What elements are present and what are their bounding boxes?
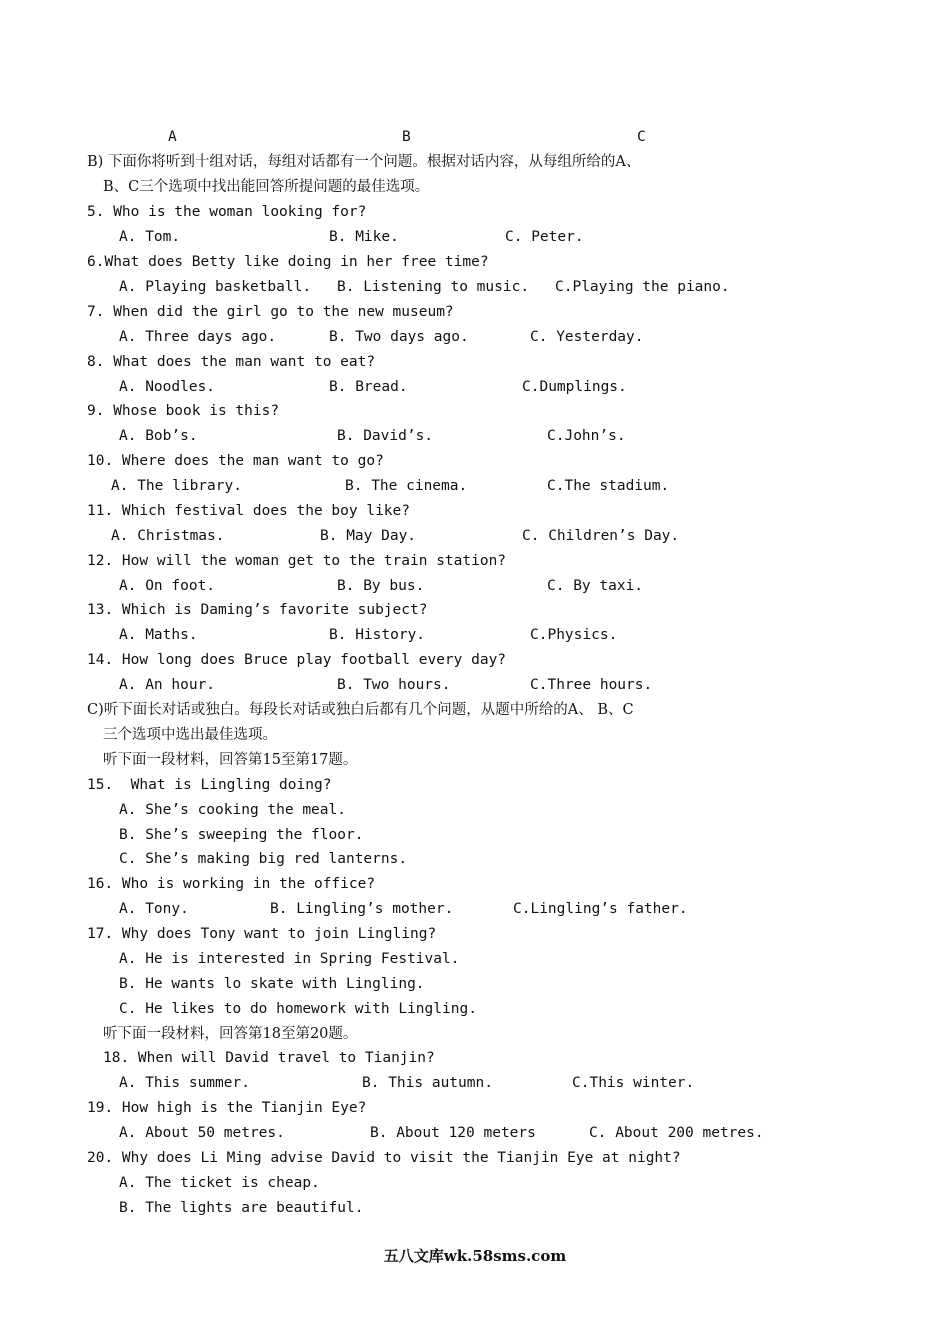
q6-option-b: B. Listening to music. [337, 279, 530, 295]
q5-option-a: A. Tom. [119, 229, 181, 245]
q19-option-b: B. About 120 meters [370, 1125, 536, 1141]
q7-option-b: B. Two days ago. [329, 329, 469, 345]
q6-option-a: A. Playing basketball. [119, 279, 312, 295]
q7-option-c: C. Yesterday. [530, 329, 644, 345]
q17-option-c: C. He likes to do homework with Lingling. [119, 1001, 477, 1017]
q18-option-b: B. This autumn. [362, 1075, 493, 1091]
q8-option-c: C.Dumplings. [522, 379, 627, 395]
q20-option-a: A. The ticket is cheap. [119, 1175, 320, 1191]
q6-option-c: C.Playing the piano. [555, 279, 730, 295]
question-17: 17. Why does Tony want to join Lingling? [87, 926, 437, 942]
material-2-heading: 听下面一段材料，回答第18至第20题。 [103, 1026, 358, 1042]
picture-label-a: A [168, 129, 177, 145]
question-13: 13. Which is Daming’s favorite subject? [87, 602, 428, 618]
q14-option-b: B. Two hours. [337, 677, 451, 693]
picture-label-b: B [402, 129, 411, 145]
question-12: 12. How will the woman get to the train station? [87, 553, 507, 569]
question-11: 11. Which festival does the boy like? [87, 503, 411, 519]
q12-option-b: B. By bus. [337, 578, 425, 594]
question-6: 6.What does Betty like doing in her free time? [87, 254, 489, 270]
q16-option-a: A. Tony. [119, 901, 189, 917]
q12-option-a: A. On foot. [119, 578, 216, 594]
q7-option-a: A. Three days ago. [119, 329, 277, 345]
q19-option-c: C. About 200 metres. [589, 1125, 764, 1141]
q11-option-c: C. Children’s Day. [522, 528, 680, 544]
q9-option-c: C.John’s. [547, 428, 626, 444]
q13-option-a: A. Maths. [119, 627, 198, 643]
picture-label-c: C [637, 129, 646, 145]
q18-option-c: C.This winter. [572, 1075, 695, 1091]
question-16: 16. Who is working in the office? [87, 876, 376, 892]
question-19: 19. How high is the Tianjin Eye? [87, 1100, 367, 1116]
question-14: 14. How long does Bruce play football every day? [87, 652, 507, 668]
q15-option-c: C. She’s making big red lanterns. [119, 851, 408, 867]
section-c-instructions-cont: 三个选项中选出最佳选项。 [103, 727, 277, 743]
question-7: 7. When did the girl go to the new museum? [87, 304, 454, 320]
q5-option-b: B. Mike. [329, 229, 399, 245]
q10-option-b: B. The cinema. [345, 478, 468, 494]
q8-option-b: B. Bread. [329, 379, 408, 395]
footer-watermark: 五八文库wk.58sms.com [383, 1247, 567, 1265]
q16-option-b: B. Lingling’s mother. [270, 901, 454, 917]
question-15: 15. What is Lingling doing? [87, 777, 332, 793]
q10-option-a: A. The library. [111, 478, 242, 494]
section-b-instructions: B) 下面你将听到十组对话，每组对话都有一个问题。根据对话内容，从每组所给的A、 [87, 154, 641, 170]
q15-option-a: A. She’s cooking the meal. [119, 802, 346, 818]
material-1-heading: 听下面一段材料，回答第15至第17题。 [103, 752, 358, 768]
q8-option-a: A. Noodles. [119, 379, 216, 395]
q10-option-c: C.The stadium. [547, 478, 670, 494]
q11-option-a: A. Christmas. [111, 528, 225, 544]
q9-option-b: B. David’s. [337, 428, 434, 444]
q17-option-a: A. He is interested in Spring Festival. [119, 951, 460, 967]
q18-option-a: A. This summer. [119, 1075, 250, 1091]
q13-option-b: B. History. [329, 627, 426, 643]
q5-option-c: C. Peter. [505, 229, 584, 245]
q11-option-b: B. May Day. [320, 528, 417, 544]
q16-option-c: C.Lingling’s father. [513, 901, 688, 917]
question-18: 18. When will David travel to Tianjin? [103, 1050, 435, 1066]
q19-option-a: A. About 50 metres. [119, 1125, 285, 1141]
question-5: 5. Who is the woman looking for? [87, 204, 367, 220]
q13-option-c: C.Physics. [530, 627, 618, 643]
section-b-instructions-cont: B、C三个选项中找出能回答所提问题的最佳选项。 [103, 179, 430, 195]
q17-option-b: B. He wants lo skate with Lingling. [119, 976, 425, 992]
question-8: 8. What does the man want to eat? [87, 354, 376, 370]
section-c-instructions: C)听下面长对话或独白。每段长对话或独白后都有几个问题，从题中所给的A、 B、C [87, 702, 634, 718]
question-10: 10. Where does the man want to go? [87, 453, 384, 469]
q20-option-b: B. The lights are beautiful. [119, 1200, 364, 1216]
q14-option-a: A. An hour. [119, 677, 216, 693]
q9-option-a: A. Bob’s. [119, 428, 198, 444]
question-20: 20. Why does Li Ming advise David to visit the Tianjin Eye at night? [87, 1150, 681, 1166]
q14-option-c: C.Three hours. [530, 677, 653, 693]
q12-option-c: C. By taxi. [547, 578, 644, 594]
q15-option-b: B. She’s sweeping the floor. [119, 827, 364, 843]
question-9: 9. Whose book is this? [87, 403, 280, 419]
